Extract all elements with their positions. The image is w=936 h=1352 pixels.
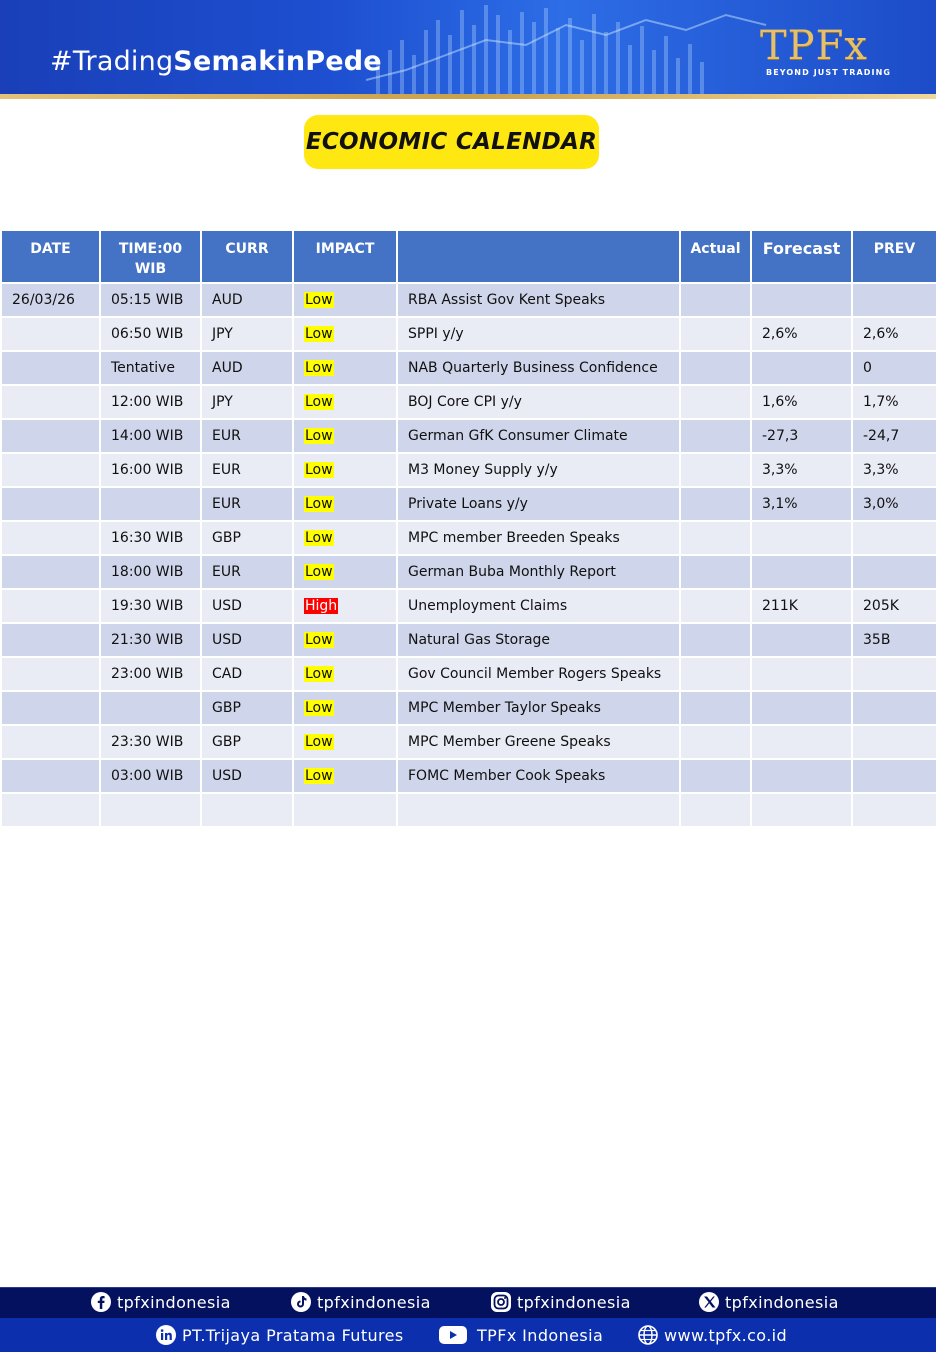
footer-youtube[interactable] bbox=[438, 1324, 603, 1346]
cell-actual bbox=[680, 487, 751, 521]
economic-calendar-table bbox=[0, 229, 936, 828]
cell-event: Unemployment Claims bbox=[397, 589, 680, 623]
cell-event: FOMC Member Cook Speaks bbox=[397, 759, 680, 793]
cell-prev bbox=[852, 283, 936, 317]
cell-date bbox=[1, 623, 100, 657]
logo-text: TPFx bbox=[760, 23, 868, 69]
cell-event bbox=[397, 793, 680, 827]
cell-curr: AUD bbox=[201, 351, 293, 385]
table-body bbox=[1, 283, 936, 827]
cell-forecast bbox=[751, 759, 852, 793]
title-badge bbox=[304, 115, 599, 169]
impact-badge: Low bbox=[305, 700, 333, 716]
cell-curr: USD bbox=[201, 759, 293, 793]
cell-actual bbox=[680, 725, 751, 759]
cell-impact bbox=[293, 589, 397, 623]
cell-curr: EUR bbox=[201, 487, 293, 521]
table-row bbox=[1, 657, 936, 691]
cell-prev: 1,7% bbox=[852, 385, 936, 419]
impact-badge: Low bbox=[305, 564, 333, 580]
footer-tiktok[interactable] bbox=[290, 1291, 431, 1313]
table-row bbox=[1, 487, 936, 521]
page-title: ECONOMIC CALENDAR bbox=[305, 129, 598, 155]
cell-impact bbox=[293, 793, 397, 827]
table-row bbox=[1, 759, 936, 793]
cell-curr: CAD bbox=[201, 657, 293, 691]
banner-chart-graphic bbox=[366, 0, 786, 94]
cell-forecast bbox=[751, 521, 852, 555]
cell-event: M3 Money Supply y/y bbox=[397, 453, 680, 487]
globe-icon bbox=[637, 1324, 659, 1346]
impact-badge: Low bbox=[305, 394, 333, 410]
footer-x[interactable] bbox=[698, 1291, 839, 1313]
logo-tagline: BEYOND JUST TRADING bbox=[766, 68, 892, 77]
cell-actual bbox=[680, 623, 751, 657]
cell-time: 18:00 WIB bbox=[100, 555, 201, 589]
cell-date bbox=[1, 317, 100, 351]
footer-social-bar bbox=[0, 1287, 936, 1318]
linkedin-icon bbox=[155, 1324, 177, 1346]
cell-time: 16:30 WIB bbox=[100, 521, 201, 555]
instagram-icon bbox=[490, 1291, 512, 1313]
cell-date bbox=[1, 589, 100, 623]
cell-impact bbox=[293, 419, 397, 453]
cell-forecast: -27,3 bbox=[751, 419, 852, 453]
cell-forecast: 211K bbox=[751, 589, 852, 623]
cell-forecast: 2,6% bbox=[751, 317, 852, 351]
column-header-prev: PREV bbox=[852, 230, 936, 283]
footer-website[interactable] bbox=[637, 1324, 787, 1346]
cell-forecast: 3,1% bbox=[751, 487, 852, 521]
cell-impact bbox=[293, 759, 397, 793]
cell-actual bbox=[680, 521, 751, 555]
cell-actual bbox=[680, 351, 751, 385]
cell-actual bbox=[680, 453, 751, 487]
column-header-date: DATE bbox=[1, 230, 100, 283]
cell-time: 16:00 WIB bbox=[100, 453, 201, 487]
table-row bbox=[1, 283, 936, 317]
cell-prev: 205K bbox=[852, 589, 936, 623]
cell-prev: 35B bbox=[852, 623, 936, 657]
cell-impact bbox=[293, 351, 397, 385]
cell-time: 03:00 WIB bbox=[100, 759, 201, 793]
cell-time: 05:15 WIB bbox=[100, 283, 201, 317]
cell-date bbox=[1, 385, 100, 419]
cell-forecast bbox=[751, 793, 852, 827]
impact-badge: Low bbox=[305, 360, 333, 376]
cell-impact bbox=[293, 691, 397, 725]
cell-event: BOJ Core CPI y/y bbox=[397, 385, 680, 419]
cell-prev: 3,0% bbox=[852, 487, 936, 521]
cell-curr: JPY bbox=[201, 385, 293, 419]
impact-badge: Low bbox=[305, 734, 333, 750]
cell-prev bbox=[852, 793, 936, 827]
impact-badge: Low bbox=[305, 768, 333, 784]
table-row bbox=[1, 725, 936, 759]
column-header-time: TIME:00 WIB bbox=[100, 230, 201, 283]
footer-facebook-label: tpfxindonesia bbox=[117, 1292, 231, 1312]
cell-time bbox=[100, 487, 201, 521]
table-row bbox=[1, 589, 936, 623]
cell-forecast bbox=[751, 351, 852, 385]
table-row bbox=[1, 521, 936, 555]
cell-curr: EUR bbox=[201, 453, 293, 487]
cell-prev bbox=[852, 555, 936, 589]
column-header-curr: CURR bbox=[201, 230, 293, 283]
cell-curr: GBP bbox=[201, 691, 293, 725]
footer-website-label: www.tpfx.co.id bbox=[664, 1325, 788, 1345]
youtube-icon bbox=[438, 1324, 468, 1346]
cell-actual bbox=[680, 283, 751, 317]
cell-time bbox=[100, 793, 201, 827]
cell-event: German GfK Consumer Climate bbox=[397, 419, 680, 453]
cell-impact bbox=[293, 521, 397, 555]
facebook-icon bbox=[90, 1291, 112, 1313]
cell-time: 21:30 WIB bbox=[100, 623, 201, 657]
cell-prev: -24,7 bbox=[852, 419, 936, 453]
cell-curr: JPY bbox=[201, 317, 293, 351]
cell-event: SPPI y/y bbox=[397, 317, 680, 351]
cell-curr: GBP bbox=[201, 521, 293, 555]
cell-date bbox=[1, 487, 100, 521]
cell-time: 14:00 WIB bbox=[100, 419, 201, 453]
cell-event: MPC member Breeden Speaks bbox=[397, 521, 680, 555]
cell-actual bbox=[680, 589, 751, 623]
cell-time bbox=[100, 691, 201, 725]
footer-instagram-label: tpfxindonesia bbox=[517, 1292, 631, 1312]
cell-impact bbox=[293, 555, 397, 589]
cell-forecast bbox=[751, 623, 852, 657]
cell-actual bbox=[680, 555, 751, 589]
tpfx-logo bbox=[760, 23, 896, 82]
footer-facebook[interactable] bbox=[90, 1291, 231, 1313]
impact-badge: Low bbox=[305, 428, 333, 444]
column-header-impact: IMPACT bbox=[293, 230, 397, 283]
cell-impact bbox=[293, 317, 397, 351]
gold-divider bbox=[0, 94, 936, 99]
table-row bbox=[1, 793, 936, 827]
cell-actual bbox=[680, 419, 751, 453]
cell-actual bbox=[680, 759, 751, 793]
table-row bbox=[1, 453, 936, 487]
cell-date bbox=[1, 759, 100, 793]
table-row bbox=[1, 351, 936, 385]
impact-badge: Low bbox=[305, 292, 333, 308]
cell-time: 23:30 WIB bbox=[100, 725, 201, 759]
cell-actual bbox=[680, 691, 751, 725]
impact-badge: Low bbox=[305, 530, 333, 546]
cell-date bbox=[1, 793, 100, 827]
footer-linkedin[interactable] bbox=[155, 1324, 404, 1346]
cell-date bbox=[1, 657, 100, 691]
cell-date bbox=[1, 725, 100, 759]
cell-forecast bbox=[751, 691, 852, 725]
cell-prev bbox=[852, 725, 936, 759]
cell-date bbox=[1, 521, 100, 555]
cell-forecast: 3,3% bbox=[751, 453, 852, 487]
cell-prev: 3,3% bbox=[852, 453, 936, 487]
cell-date bbox=[1, 419, 100, 453]
cell-time: 23:00 WIB bbox=[100, 657, 201, 691]
footer-linkedin-label: PT.Trijaya Pratama Futures bbox=[182, 1325, 404, 1345]
table-row bbox=[1, 555, 936, 589]
cell-event: Private Loans y/y bbox=[397, 487, 680, 521]
table-header-row bbox=[1, 230, 936, 283]
cell-prev bbox=[852, 759, 936, 793]
impact-badge: Low bbox=[305, 326, 333, 342]
hashtag-bold: SemakinPede bbox=[173, 46, 382, 77]
cell-event: Gov Council Member Rogers Speaks bbox=[397, 657, 680, 691]
footer-youtube-label: TPFx Indonesia bbox=[477, 1325, 604, 1345]
cell-impact bbox=[293, 623, 397, 657]
cell-date: 26/03/26 bbox=[1, 283, 100, 317]
cell-actual bbox=[680, 793, 751, 827]
cell-impact bbox=[293, 657, 397, 691]
hashtag-slogan bbox=[50, 46, 382, 77]
cell-forecast bbox=[751, 283, 852, 317]
footer-links-bar bbox=[0, 1318, 936, 1352]
impact-badge: Low bbox=[305, 496, 333, 512]
cell-curr: USD bbox=[201, 623, 293, 657]
cell-impact bbox=[293, 725, 397, 759]
cell-time: Tentative bbox=[100, 351, 201, 385]
cell-actual bbox=[680, 657, 751, 691]
column-header-actual: Actual bbox=[680, 230, 751, 283]
cell-curr: GBP bbox=[201, 725, 293, 759]
impact-badge: High bbox=[305, 598, 338, 614]
table-row bbox=[1, 317, 936, 351]
header-banner bbox=[0, 0, 936, 94]
cell-time: 06:50 WIB bbox=[100, 317, 201, 351]
cell-time: 12:00 WIB bbox=[100, 385, 201, 419]
impact-badge: Low bbox=[305, 666, 333, 682]
cell-date bbox=[1, 453, 100, 487]
cell-curr: AUD bbox=[201, 283, 293, 317]
cell-forecast bbox=[751, 657, 852, 691]
impact-badge: Low bbox=[305, 632, 333, 648]
cell-time: 19:30 WIB bbox=[100, 589, 201, 623]
table-row bbox=[1, 419, 936, 453]
x-icon bbox=[698, 1291, 720, 1313]
table-row bbox=[1, 623, 936, 657]
cell-prev: 2,6% bbox=[852, 317, 936, 351]
cell-event: MPC Member Greene Speaks bbox=[397, 725, 680, 759]
cell-curr: EUR bbox=[201, 555, 293, 589]
cell-prev bbox=[852, 657, 936, 691]
cell-impact bbox=[293, 453, 397, 487]
cell-event: German Buba Monthly Report bbox=[397, 555, 680, 589]
cell-date bbox=[1, 691, 100, 725]
cell-event: NAB Quarterly Business Confidence bbox=[397, 351, 680, 385]
column-header-event bbox=[397, 230, 680, 283]
cell-event: MPC Member Taylor Speaks bbox=[397, 691, 680, 725]
footer-instagram[interactable] bbox=[490, 1291, 631, 1313]
cell-impact bbox=[293, 487, 397, 521]
cell-event: Natural Gas Storage bbox=[397, 623, 680, 657]
footer-x-label: tpfxindonesia bbox=[725, 1292, 839, 1312]
hashtag-prefix: #Trading bbox=[50, 46, 174, 77]
cell-date bbox=[1, 351, 100, 385]
cell-forecast: 1,6% bbox=[751, 385, 852, 419]
table-row bbox=[1, 385, 936, 419]
cell-prev bbox=[852, 691, 936, 725]
table-row bbox=[1, 691, 936, 725]
cell-curr: EUR bbox=[201, 419, 293, 453]
cell-curr: USD bbox=[201, 589, 293, 623]
column-header-forecast: Forecast bbox=[751, 230, 852, 283]
cell-forecast bbox=[751, 555, 852, 589]
cell-prev bbox=[852, 521, 936, 555]
cell-actual bbox=[680, 317, 751, 351]
cell-date bbox=[1, 555, 100, 589]
cell-actual bbox=[680, 385, 751, 419]
impact-badge: Low bbox=[305, 462, 333, 478]
cell-impact bbox=[293, 385, 397, 419]
footer-tiktok-label: tpfxindonesia bbox=[317, 1292, 431, 1312]
cell-curr bbox=[201, 793, 293, 827]
cell-prev: 0 bbox=[852, 351, 936, 385]
cell-impact bbox=[293, 283, 397, 317]
cell-forecast bbox=[751, 725, 852, 759]
tiktok-icon bbox=[290, 1291, 312, 1313]
cell-event: RBA Assist Gov Kent Speaks bbox=[397, 283, 680, 317]
